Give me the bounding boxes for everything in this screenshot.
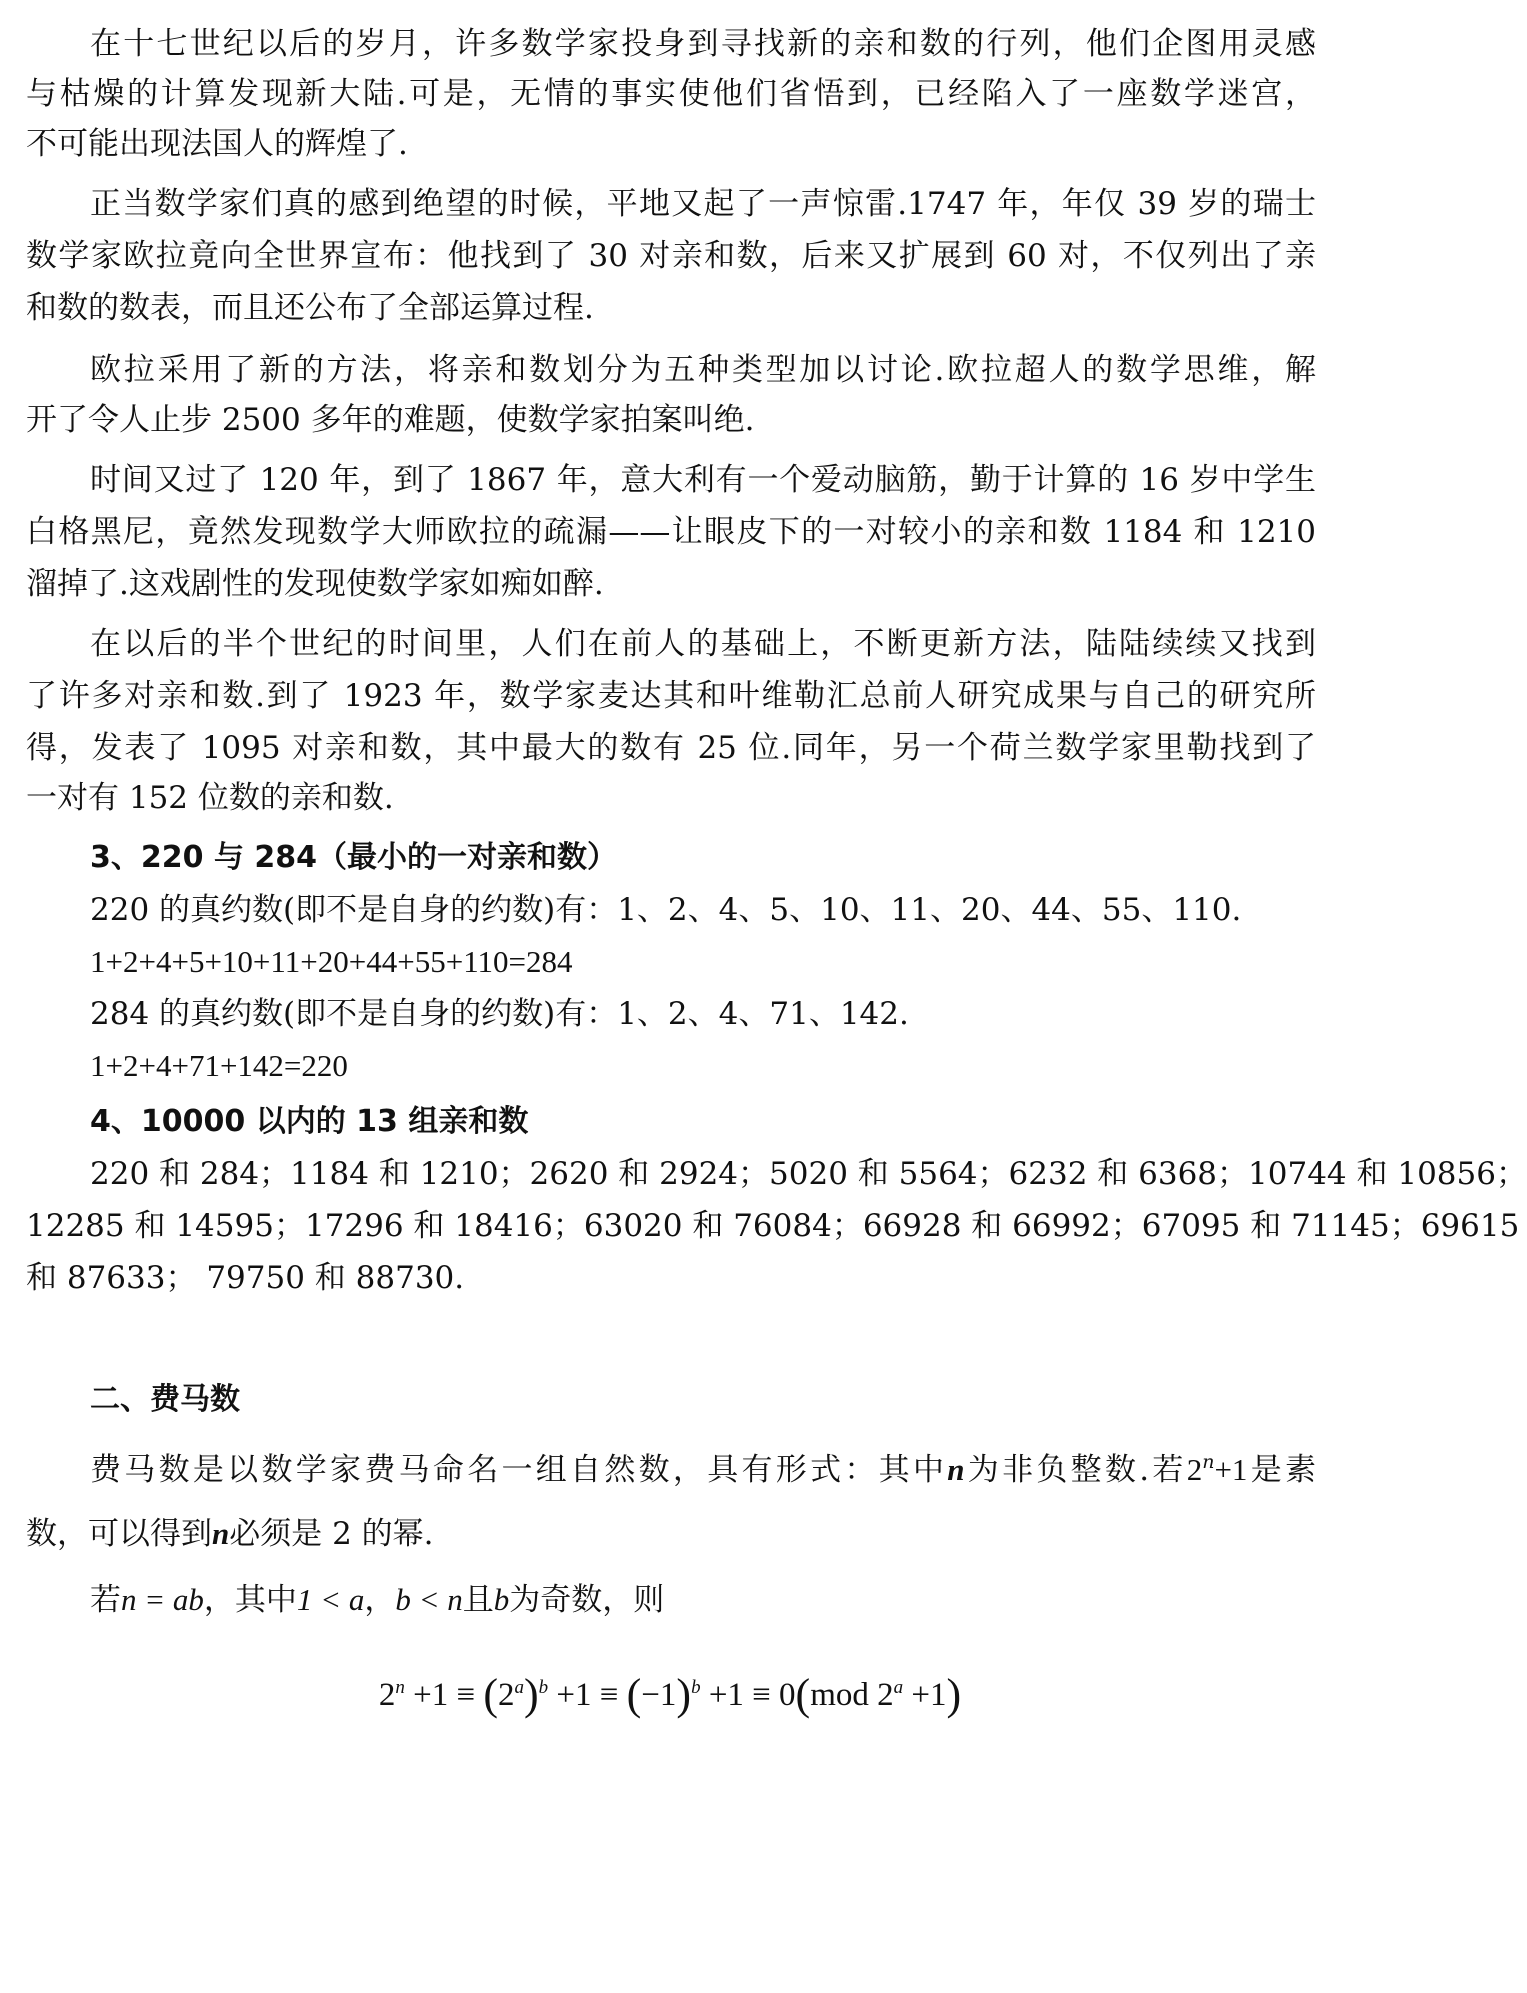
formula-rest-2: +1 ≡ bbox=[548, 1677, 627, 1713]
fermat-cond-mid3: 且 bbox=[462, 1582, 494, 1618]
fermat-def-text-3: 是素 bbox=[1247, 1452, 1317, 1488]
fermat-cond-pre: 若 bbox=[90, 1582, 121, 1618]
paragraph-5-line-3: 得，发表了 1095 对亲和数，其中最大的数有 25 位.同年，另一个荷兰数学家里勒找到了 bbox=[26, 730, 1316, 766]
paragraph-3-line-1: 欧拉采用了新的方法，将亲和数划分为五种类型加以讨论.欧拉超人的数学思维，解 bbox=[90, 352, 1316, 388]
fermat-congruence-formula bbox=[0, 1660, 1340, 1730]
fermat-heading: 二、费马数 bbox=[90, 1382, 240, 1417]
fermat-def-text-2: 为非负整数.若 bbox=[964, 1452, 1187, 1488]
fermat-def-text-1: 费马数是以数学家费马命名一组自然数，具有形式：其中 bbox=[90, 1452, 948, 1488]
formula-exp-b-2: b bbox=[691, 1677, 701, 1698]
fermat-var-n-2: n bbox=[212, 1516, 230, 1551]
fermat-plus-one: +1 bbox=[1214, 1452, 1248, 1487]
section-3-heading: 3、220 与 284（最小的一对亲和数） bbox=[90, 840, 618, 875]
formula-plus-one-end: +1 bbox=[903, 1677, 947, 1713]
paragraph-5-line-2: 了许多对亲和数.到了 1923 年，数学家麦达其和叶维勒汇总前人研究成果与自己的研究所 bbox=[26, 678, 1316, 714]
fermat-definition-line-1 bbox=[90, 1440, 1316, 1500]
fermat-definition-line-2 bbox=[26, 1504, 1316, 1564]
fermat-cond-post: 为奇数，则 bbox=[509, 1582, 665, 1618]
fermat-cond-var-b: b bbox=[493, 1582, 510, 1617]
fermat-cond-expr: n = ab bbox=[121, 1582, 204, 1617]
section-4-list-line-3: 和 87633； 79750 和 88730. bbox=[26, 1260, 465, 1296]
paragraph-4-line-3: 溜掉了.这戏剧性的发现使数学家如痴如醉. bbox=[26, 566, 604, 602]
formula-open-paren-3: ( bbox=[795, 1670, 811, 1719]
paragraph-2-line-1: 正当数学家们真的感到绝望的时候，平地又起了一声惊雷.1747 年，年仅 39 岁的瑞士 bbox=[90, 186, 1316, 222]
formula-minus-one: −1 bbox=[641, 1677, 677, 1713]
formula-mod: mod 2 bbox=[810, 1677, 894, 1713]
paragraph-5-line-4: 一对有 152 位数的亲和数. bbox=[26, 780, 394, 816]
formula-base-1: 2 bbox=[378, 1677, 396, 1713]
paragraph-3-line-2: 开了令人止步 2500 多年的难题，使数学家拍案叫绝. bbox=[26, 402, 755, 438]
formula-exp-n: n bbox=[395, 1677, 405, 1698]
formula-base-2: 2 bbox=[497, 1677, 515, 1713]
paragraph-2-line-2: 数学家欧拉竟向全世界宣布：他找到了 30 对亲和数，后来又扩展到 60 对，不仅列出了亲 bbox=[26, 238, 1316, 274]
formula-exp-a-1: a bbox=[514, 1677, 524, 1698]
fermat-power-exp: n bbox=[1202, 1451, 1215, 1473]
formula-rest-1: +1 ≡ bbox=[404, 1677, 484, 1713]
formula-rest-3: +1 ≡ 0 bbox=[700, 1677, 796, 1713]
paragraph-2-line-3: 和数的数表，而且还公布了全部运算过程. bbox=[26, 290, 594, 326]
section-3-sum-284: 1+2+4+71+142=220 bbox=[90, 1048, 348, 1083]
fermat-cond-2: b < n bbox=[395, 1582, 463, 1617]
paragraph-4-line-2: 白格黑尼，竟然发现数学大师欧拉的疏漏——让眼皮下的一对较小的亲和数 1184 和 1210 bbox=[26, 514, 1316, 550]
formula-close-paren-3: ) bbox=[946, 1670, 962, 1719]
formula-close-paren-2: ) bbox=[676, 1670, 692, 1719]
section-4-list-line-2: 12285 和 14595；17296 和 18416；63020 和 76084；66928 和 66992；67095 和 71145；69615 bbox=[26, 1208, 1520, 1244]
formula-open-paren-2: ( bbox=[626, 1670, 642, 1719]
section-4-list-line-1: 220 和 284；1184 和 1210；2620 和 2924；5020 和 5564；6232 和 6368；10744 和 10856； bbox=[90, 1156, 1527, 1192]
formula-exp-a-2: a bbox=[893, 1677, 904, 1698]
fermat-condition-line bbox=[90, 1570, 1316, 1630]
paragraph-1-line-2: 与枯燥的计算发现新大陆.可是，无情的事实使他们省悟到，已经陷入了一座数学迷宫， bbox=[26, 76, 1316, 112]
formula-open-paren-1: ( bbox=[483, 1670, 498, 1719]
section-4-heading: 4、10000 以内的 13 组亲和数 bbox=[90, 1104, 529, 1139]
fermat-power-base: 2 bbox=[1186, 1452, 1203, 1487]
paragraph-1-line-1: 在十七世纪以后的岁月，许多数学家投身到寻找新的亲和数的行列，他们企图用灵感 bbox=[90, 26, 1316, 62]
fermat-cond-mid2: ， bbox=[364, 1582, 396, 1618]
fermat-cond-mid1: ，其中 bbox=[203, 1582, 297, 1618]
paragraph-4-line-1: 时间又过了 120 年，到了 1867 年，意大利有一个爱动脑筋，勤于计算的 16 岁中学生 bbox=[90, 462, 1316, 498]
section-3-divisors-284: 284 的真约数(即不是自身的约数)有：1、2、4、71、142. bbox=[90, 996, 909, 1032]
section-3-sum-220: 1+2+4+5+10+11+20+44+55+110=284 bbox=[90, 944, 573, 979]
formula-close-paren-1: ) bbox=[523, 1670, 539, 1719]
paragraph-1-line-3: 不可能出现法国人的辉煌了. bbox=[26, 126, 408, 162]
section-3-divisors-220: 220 的真约数(即不是自身的约数)有：1、2、4、5、10、11、20、44、55、110. bbox=[90, 892, 1242, 928]
paragraph-5-line-1: 在以后的半个世纪的时间里，人们在前人的基础上，不断更新方法，陆陆续续又找到 bbox=[90, 626, 1316, 662]
formula-exp-b-1: b bbox=[538, 1677, 549, 1698]
fermat-def-line2-post: 必须是 2 的幂. bbox=[229, 1516, 434, 1552]
fermat-cond-1: 1 < a bbox=[296, 1582, 365, 1617]
fermat-def-line2-pre: 数，可以得到 bbox=[26, 1516, 212, 1552]
fermat-var-n: n bbox=[947, 1452, 965, 1487]
